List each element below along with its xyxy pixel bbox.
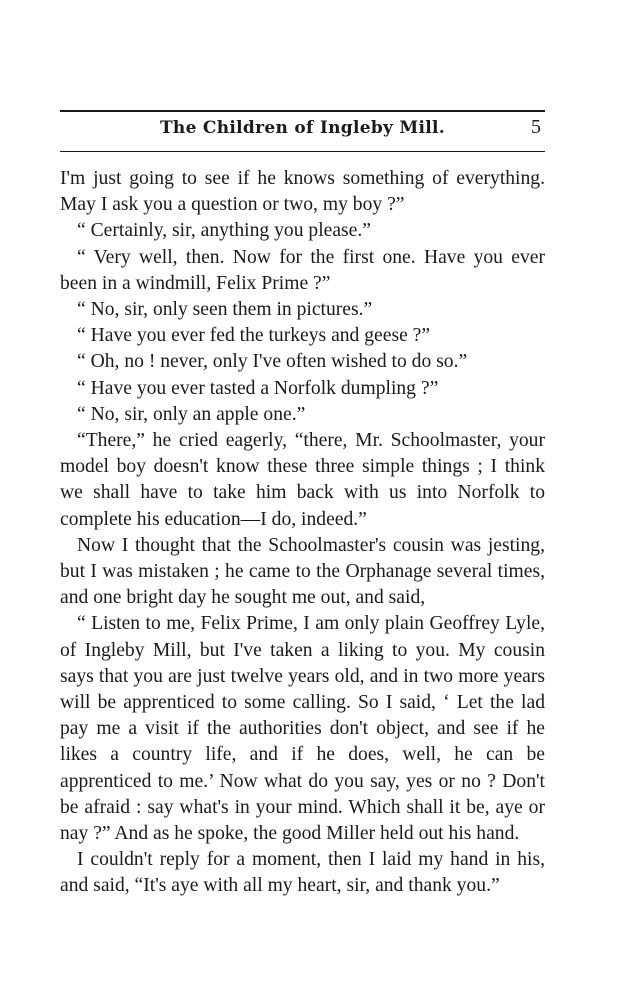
- header-bottom-rule: [60, 151, 545, 152]
- paragraph-4: “ No, sir, only seen them in pictures.”: [77, 299, 373, 321]
- page-number: 5: [531, 116, 541, 138]
- paragraph-7: “ Have you ever tasted a Norfolk dumpling ?”: [77, 377, 439, 399]
- paragraph-6: “ Oh, no ! never, only I've often wished to do so.”: [77, 351, 468, 373]
- paragraph-11: “ Listen to me, Felix Prime, I am only plain Geoffrey Lyle, of Ingleby Mill, but I've taken a liking to you. My cousin says that you are just twelve years old, and in two more years will be apprenticed to some calling. So I said, ‘ Let the lad pay me a visit if the authorities don't object, and see if he likes a country life, and if he does, well, he can be apprenticed to me.’ Now what do you say, yes or no ? Don't be afraid : say what's in your mind. Which shall it be, aye or nay ?” And as he spoke, the good Miller held out his hand.: [60, 613, 545, 845]
- paragraph-9: “There,” he cried eagerly, “there, Mr. Schoolmaster, your model boy doesn't know these three simple things ; I think we shall have to take him back with us into Norfolk to complete his education—I do, indeed.”: [60, 430, 545, 530]
- running-title: The Children of Ingleby Mill.: [159, 118, 446, 138]
- running-header: [60, 114, 545, 146]
- body-text: [60, 166, 545, 900]
- paragraph-10: Now I thought that the Schoolmaster's cousin was jesting, but I was mistaken ; he came to the Orphanage several times, and one bright day he sought me out, and said,: [60, 534, 545, 609]
- paragraph-2: “ Certainly, sir, anything you please.”: [77, 220, 371, 242]
- paragraph-5: “ Have you ever fed the turkeys and geese ?”: [77, 325, 431, 347]
- paragraph-12: I couldn't reply for a moment, then I laid my hand in his, and said, “It's aye with all my heart, sir, and thank you.”: [60, 849, 545, 897]
- paragraph-3: “ Very well, then. Now for the first one. Have you ever been in a windmill, Felix Prime ?”: [60, 246, 545, 294]
- paragraph-8: “ No, sir, only an apple one.”: [77, 403, 306, 425]
- paragraph-1: I'm just going to see if he knows something of everything. May I ask you a question or two, my boy ?”: [60, 168, 545, 216]
- header-top-rule: [60, 110, 545, 112]
